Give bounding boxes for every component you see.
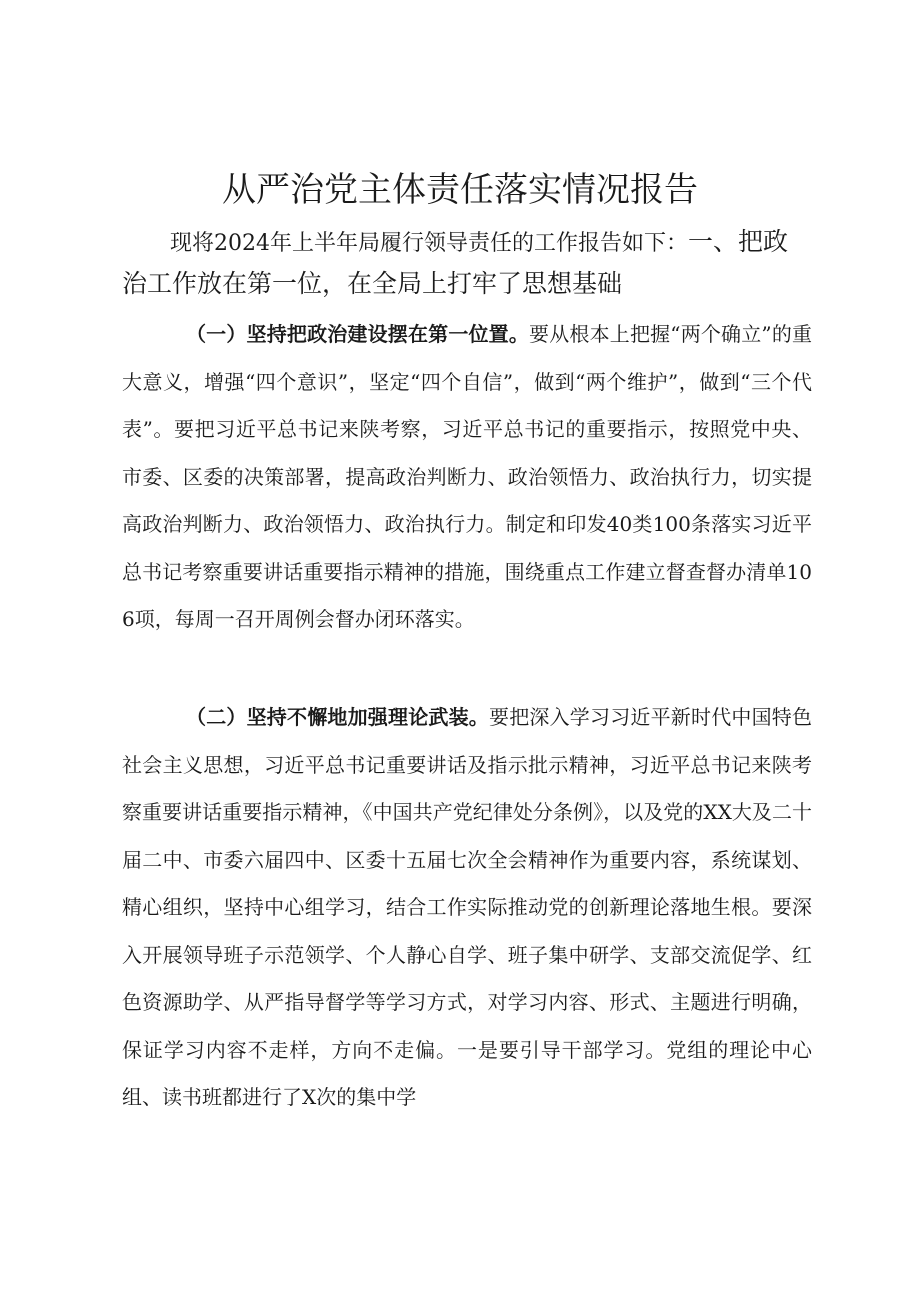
paragraph-1-heading: （一）坚持把政治建设摆在第一位置。 xyxy=(186,322,530,346)
document-title: 从严治党主体责任落实情况报告 xyxy=(222,170,698,210)
body-paragraph-1 xyxy=(122,311,812,644)
paragraph-2-heading: （二）坚持不懈地加强理论武装。 xyxy=(186,705,489,729)
intro-paragraph xyxy=(122,222,812,304)
paragraph-1-body: 要从根本上把握“两个确立”的重大意义，增强“四个意识”，坚定“四个自信”，做到“两个维护”，做到“三个代表”。要把习近平总书记来陕考察，习近平总书记的重要指示，按照党中央、市委、区委的决策部署，提高政治判断力、政治领悟力、政治执行力，切实提高政治判断力、政治领悟力、政治执行力。制定和印发40类100条落实习近平总书记考察重要讲话重要指示精神的措施，围绕重点工作建立督查督办清单106项，每周一召开周例会督办闭环落实。 xyxy=(122,322,813,631)
body-paragraph-2 xyxy=(122,694,812,1122)
intro-lead: 现将2024年上半年局履行领导责任的工作报告如下： xyxy=(170,231,688,256)
paragraph-2-body: 要把深入学习习近平新时代中国特色社会主义思想，习近平总书记重要讲话及指示批示精神，习近平总书记来陕考察重要讲话重要指示精神，《中国共产党纪律处分条例》，以及党的XX大及二十届二中、市委六届四中、区委十五届七次全会精神作为重要内容，系统谋划、精心组织，坚持中心组学习，结合工作实际推动党的创新理论落地生根。要深入开展领导班子示范领学、个人静心自学、班子集中研学、支部交流促学、红色资源助学、从严指导督学等学习方式，对学习内容、形式、主题进行明确，保证学习内容不走样，方向不走偏。一是要引导干部学习。党组的理论中心组、读书班都进行了X次的集中学 xyxy=(122,705,812,1109)
section-one-heading: 一、把政治工作放在第一位，在全局上打牢了思想基础 xyxy=(122,227,789,298)
